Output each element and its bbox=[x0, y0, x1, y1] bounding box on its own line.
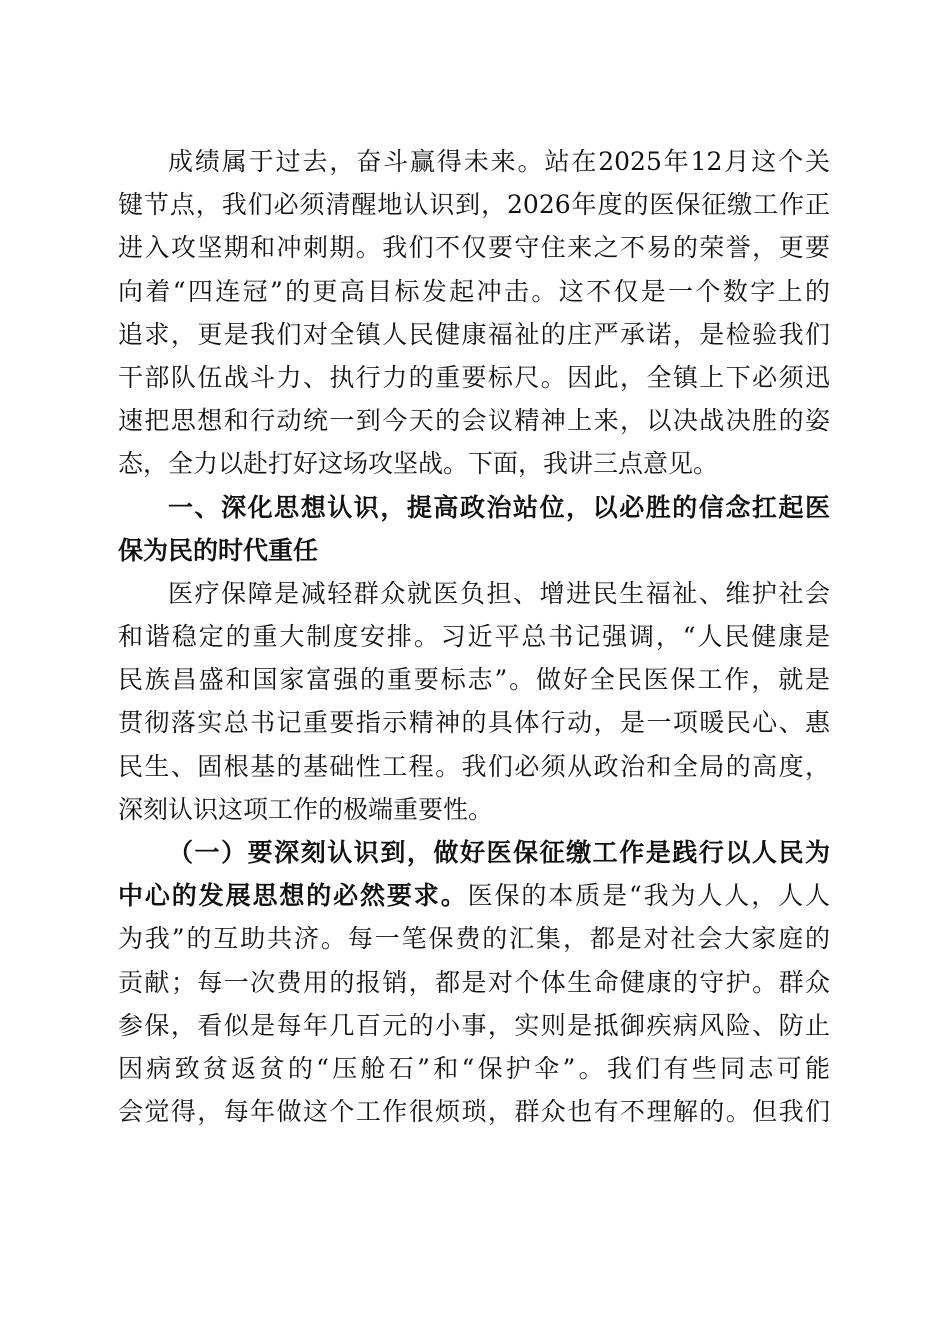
text-line: 追求，更是我们对全镇人民健康福祉的庄严承诺，是检验我们 bbox=[118, 319, 830, 349]
text-line: 进入攻坚期和冲刺期。我们不仅要守住来之不易的荣誉，更要 bbox=[118, 233, 830, 263]
text-line: 民生、固根基的基础性工程。我们必须从政治和全局的高度， bbox=[118, 751, 830, 781]
subsection-paragraph bbox=[118, 831, 830, 1133]
subsection-title-end: 中心的发展思想的必然要求。 bbox=[118, 881, 468, 911]
text-line: 键节点，我们必须清醒地认识到，2026年度的医保征缴工作正 bbox=[118, 190, 830, 220]
text-line: 态，全力以赴打好这场攻坚战。下面，我讲三点意见。 bbox=[118, 449, 719, 479]
heading-line: 一、深化思想认识，提高政治站位，以必胜的信念扛起医 bbox=[168, 492, 830, 522]
text-line: 向着“四连冠”的更高目标发起冲击。这不仅是一个数字上的 bbox=[118, 276, 830, 306]
text-line: 为我”的互助共济。每一笔保费的汇集，都是对社会大家庭的 bbox=[118, 924, 830, 954]
text-line: 贡献；每一次费用的报销，都是对个体生命健康的守护。群众 bbox=[118, 967, 830, 997]
section-heading bbox=[118, 486, 830, 572]
document-page bbox=[118, 140, 830, 1133]
body-paragraph bbox=[118, 572, 830, 831]
text-line: 会觉得，每年做这个工作很烦琐，群众也有不理解的。但我们 bbox=[118, 1097, 830, 1127]
intro-paragraph bbox=[118, 140, 830, 486]
text-line: 民族昌盛和国家富强的重要标志”。做好全民医保工作，就是 bbox=[118, 665, 830, 695]
heading-line: 保为民的时代重任 bbox=[118, 535, 319, 565]
text-line: 医疗保障是减轻群众就医负担、增进民生福祉、维护社会 bbox=[168, 578, 830, 608]
text-run: 医保的本质是“我为人人，人人 bbox=[467, 881, 830, 911]
text-line: 深刻认识这项工作的极端重要性。 bbox=[118, 794, 494, 824]
text-line bbox=[118, 874, 830, 917]
text-line: 因病致贫返贫的“压舱石”和“保护伞”。我们有些同志可能 bbox=[118, 1053, 830, 1083]
text-line: 贯彻落实总书记重要指示精神的具体行动，是一项暖民心、惠 bbox=[118, 708, 830, 738]
text-line: 和谐稳定的重大制度安排。习近平总书记强调，“人民健康是 bbox=[118, 622, 830, 652]
subsection-title-line: （一）要深刻认识到，做好医保征缴工作是践行以人民为 bbox=[168, 838, 830, 867]
text-line: 成绩属于过去，奋斗赢得未来。站在2025年12月这个关 bbox=[168, 147, 830, 176]
text-line: 参保，看似是每年几百元的小事，实则是抵御疾病风险、防止 bbox=[118, 1010, 830, 1040]
text-line: 速把思想和行动统一到今天的会议精神上来，以决战决胜的姿 bbox=[118, 406, 830, 436]
text-line: 干部队伍战斗力、执行力的重要标尺。因此，全镇上下必须迅 bbox=[118, 362, 830, 392]
